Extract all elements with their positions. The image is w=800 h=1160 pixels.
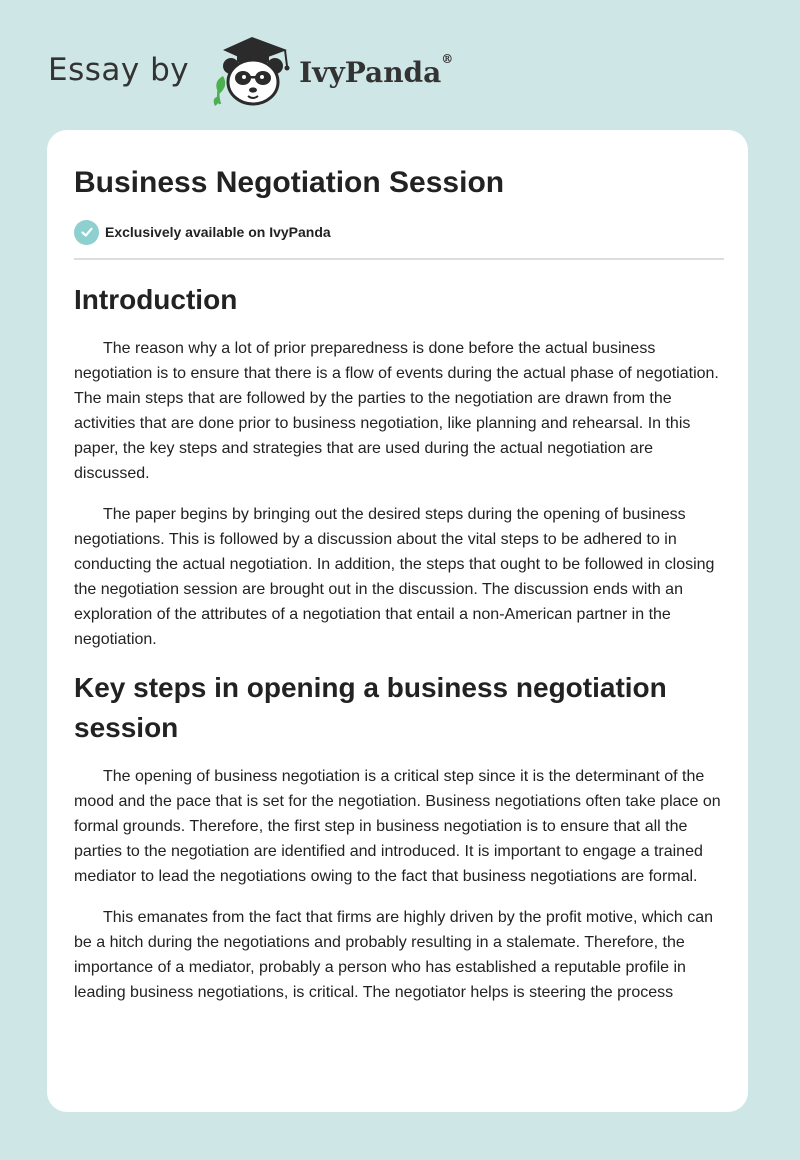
registered-mark: ® — [441, 51, 454, 66]
check-icon — [74, 220, 99, 245]
brand-name[interactable]: IvyPanda® — [299, 51, 454, 89]
site-header — [48, 30, 453, 110]
section-heading-introduction: Introduction — [74, 284, 238, 315]
divider — [74, 258, 724, 260]
essay-by-label: Essay by — [48, 52, 190, 88]
paragraph: The reason why a lot of prior preparedness is done before the actual business negotiation is to ensure that there is a flow of events during the actual phase of negotiation. The main steps that are followed by the parties to the negotiation are drawn from the activities that are done prior to business negotiation, like planning and rehearsal. In this paper, the key steps and strategies that are used during the actual negotiation are discussed. — [74, 340, 719, 482]
panda-logo-icon[interactable] — [207, 30, 297, 110]
paragraph: The paper begins by bringing out the desired steps during the opening of business negotiations. This is followed by a discussion about the vital steps to be adhered to in conducting the actual negotiation. In addition, the steps that ought to be followed in closing the negotiation session are brought out in the discussion. The discussion ends with an exploration of the attributes of a negotiation that entail a non-American partner in the negotiation. — [74, 506, 715, 648]
essay-card — [47, 130, 748, 1112]
paragraph: The opening of business negotiation is a critical step since it is the determinant of the mood and the pace that is set for the negotiation. Business negotiations often take place on formal grounds. Therefore, the first step in business negotiation is to ensure that all the parties to the negotiation are identified and introduced. It is important to engage a trained mediator to lead the negotiations owing to the fact that business negotiations are formal. — [74, 768, 721, 885]
paragraph: This emanates from the fact that firms are highly driven by the profit motive, which can be a hitch during the negotiations and probably resulting in a stalemate. Therefore, the importance of a mediator, probably a person who has established a reputable profile in leading business negotiations, is critical. The negotiator helps is steering the process — [74, 909, 714, 1001]
exclusive-label: Exclusively available on IvyPanda — [105, 224, 331, 240]
section-heading-key-steps: Key steps in opening a business negotiation session — [74, 672, 667, 743]
essay-content — [74, 160, 724, 1005]
exclusive-badge — [74, 218, 724, 246]
page-title: Business Negotiation Session — [74, 166, 505, 199]
